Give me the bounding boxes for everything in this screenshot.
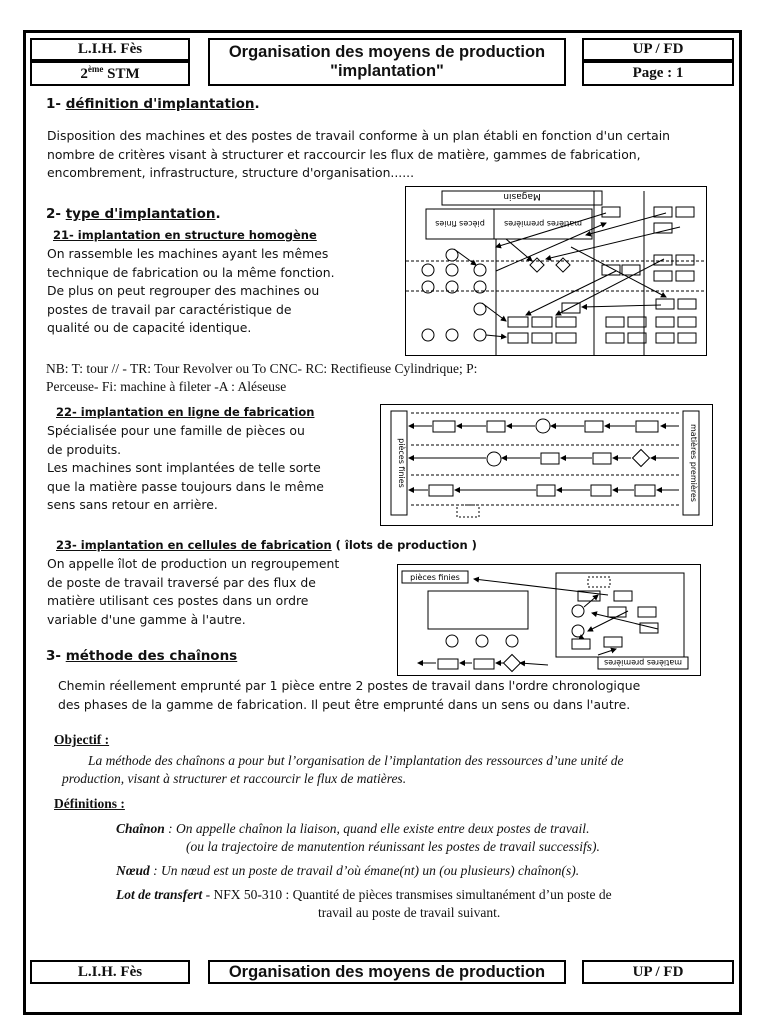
fig1-pieces-finies: pièces finies [435,219,485,228]
figure1-svg [406,187,706,355]
fig1-matieres-premieres: matières premières [504,219,582,228]
section2-end: . [215,206,221,222]
footer-school-text: L.I.H. Fès [77,963,143,980]
section21-line: technique de fabrication ou la même fonction. [47,264,335,280]
def-noeud [116,862,736,880]
section22-line: sens sans retour en arrière. [47,497,218,512]
figure2-svg [381,405,712,525]
section3-body [58,677,738,714]
section21-line: De plus on peut regrouper des machines ou [47,283,320,298]
section3-line: des phases de la gamme de fabrication. Il peut être emprunté dans un sens ou dans l'autre. [58,696,631,712]
section1-line: encombrement, infrastructure, structure d'organisation...... [47,165,415,180]
objectif-label-text: Objectif : [54,732,110,747]
def-lot-text1: - NFX 50-310 : Quantité de pièces transmises simultanément d’un poste de [202,887,612,902]
section22-heading [56,405,314,419]
def-chainon-line1 [116,820,736,838]
section1-end: . [254,96,260,112]
def-chainon [116,820,736,856]
section3-num: 3- [46,648,66,664]
header-code [582,38,734,61]
definitions-label-text: Définitions : [54,796,125,811]
class-sup: ème [87,64,104,74]
section23-body [47,555,387,629]
fig2-pieces-finies: pièces finies [397,438,406,488]
objectif-body [62,752,734,788]
footer-code-text: UP / FD [632,963,684,980]
figure-structure-homogene [405,186,707,356]
section21-title: 21- implantation en structure homogène [53,228,317,242]
section21-heading [53,228,317,242]
nb-line2: Perceuse- Fi: machine à fileter -A : Aléseuse [46,379,287,394]
section23-title: 23- implantation en cellules de fabrication [56,538,332,552]
section1-num: 1- [46,96,66,112]
header-class [30,61,190,86]
section21-line: On rassemble les machines ayant les mêmes [47,246,329,261]
section1-line: nombre de critères visant à structurer et raccourcir les flux de matière, gammes de fabrication, [47,146,641,162]
section21-body [47,245,387,338]
section3-line: Chemin réellement emprunté par 1 pièce entre 2 postes de travail dans l'ordre chronologique [58,678,641,693]
section3-title: méthode des chaînons [65,648,238,664]
section2-heading [46,206,221,222]
fig3-pieces-finies: pièces finies [410,573,460,582]
def-noeud-text: : Un nœud est un poste de travail d’où émane(nt) un (ou plusieurs) chaînon(s). [149,863,580,878]
header-title-line1: Organisation des moyens de production [228,43,546,61]
section1-title: définition d'implantation [65,96,255,112]
section21-line: postes de travail par caractéristique de [47,301,292,317]
header-class-text [80,64,139,83]
def-lot-term: Lot de transfert [116,887,203,902]
figure3-svg [398,565,700,675]
section22-line: Spécialisée pour une famille de pièces ou [47,423,305,438]
fig2-matieres-premieres: matières premières [689,424,698,502]
header-title [208,38,566,86]
section22-line: de produits. [47,441,122,457]
footer-code [582,960,734,984]
def-lot [116,886,736,922]
objectif-line: production, visant à structurer et raccourcir le flux de matières. [62,771,407,786]
fig1-magasin-label: Magasin [503,191,541,201]
header-school [30,38,190,61]
header-title-line2: "implantation" [330,62,444,80]
section22-body [47,422,377,515]
nb-line1: NB: T: tour // - TR: Tour Revolver ou To CNC- RC: Rectifieuse Cylindrique; P: [46,361,478,376]
class-rest: STM [103,66,140,82]
def-chainon-term: Chaînon [116,821,165,836]
fig3-matieres-premieres: matières premières [604,658,682,667]
section23-line: On appelle îlot de production un regroupement [47,556,340,571]
section23-heading [56,538,477,552]
def-lot-text2: travail au poste de travail suivant. [318,905,501,920]
footer-title-text: Organisation des moyens de production [228,962,546,981]
header-page [582,61,734,86]
definitions-label [54,795,125,813]
header-code-text: UP / FD [632,41,684,57]
section23-line: de poste de travail traversé par des flux de [47,574,316,590]
def-chainon-text1: : On appelle chaînon la liaison, quand elle existe entre deux postes de travail. [164,821,590,836]
section22-line: Les machines sont implantées de telle sorte [47,460,321,475]
section23-line: variable d'une gamme à l'autre. [47,611,246,627]
section2-num: 2- [46,206,66,222]
section1-heading [46,96,260,112]
section22-line: que la matière passe toujours dans le même [47,478,324,494]
nb-legend [46,360,606,396]
header-school-text: L.I.H. Fès [77,41,143,57]
objectif-label [54,731,109,749]
section1-body [47,127,737,183]
figure-cellules-fabrication [397,564,701,676]
objectif-line: La méthode des chaînons a pour but l’organisation de l’implantation des ressources d’une unité de [88,753,624,768]
footer-school [30,960,190,984]
def-noeud-term: Nœud [116,863,150,878]
section23-line: matière utilisant ces postes dans un ordre [47,593,309,608]
section21-line: qualité ou de capacité identique. [47,320,252,335]
section3-heading [46,648,237,664]
section23-paren: ( îlots de production ) [331,538,477,552]
header-page-text: Page : 1 [632,65,684,81]
section22-title: 22- implantation en ligne de fabrication [56,405,315,419]
figure-ligne-fabrication [380,404,713,526]
footer-title [208,960,566,984]
section2-title: type d'implantation [65,206,216,222]
def-chainon-text2: (ou la trajectoire de manutention réunissant les postes de travail successifs). [186,839,600,854]
class-num: 2 [80,66,88,82]
section1-line: Disposition des machines et des postes de travail conforme à un plan établi en fonction d'un certain [47,128,670,143]
def-lot-line1 [116,886,736,904]
